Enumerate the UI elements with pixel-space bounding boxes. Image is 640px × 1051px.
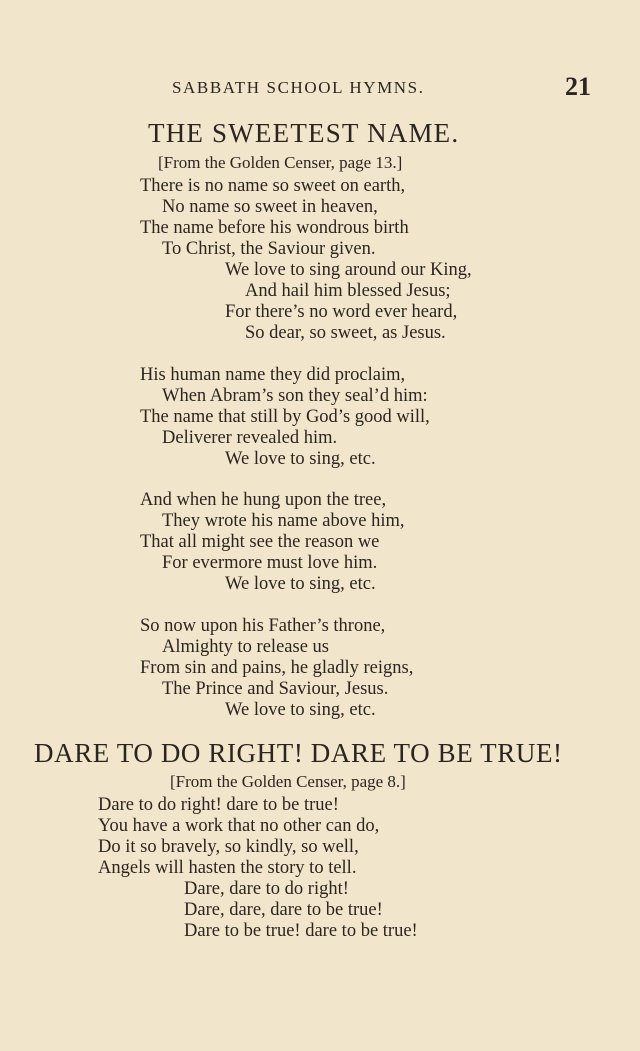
chorus-line: Dare, dare, dare to be true!: [184, 900, 383, 920]
chorus-line: So dear, so sweet, as Jesus.: [245, 323, 446, 343]
chorus-line: And hail him blessed Jesus;: [245, 281, 451, 301]
verse-line: There is no name so sweet on earth,: [140, 176, 406, 196]
chorus-line: Dare, dare to do right!: [184, 879, 349, 899]
verse-line: They wrote his name above him,: [162, 511, 405, 531]
chorus-ref: We love to sing, etc.: [225, 449, 376, 469]
chorus-ref: We love to sing, etc.: [225, 700, 376, 720]
verse-line: His human name they did proclaim,: [140, 365, 406, 385]
verse-line: The Prince and Saviour, Jesus.: [162, 679, 389, 699]
verse-line: When Abram’s son they seal’d him:: [162, 386, 428, 406]
verse-line: Dare to do right! dare to be true!: [98, 795, 339, 815]
page-number: 21: [565, 72, 591, 101]
verse-line: To Christ, the Saviour given.: [162, 239, 376, 259]
hymn-title-dare-to-do-right: DARE TO DO RIGHT! DARE TO BE TRUE!: [34, 738, 563, 768]
verse-line: No name so sweet in heaven,: [162, 197, 378, 217]
verse-line: From sin and pains, he gladly reigns,: [140, 658, 414, 678]
verse-line: The name that still by God’s good will,: [140, 407, 430, 427]
verse-line: The name before his wondrous birth: [140, 218, 409, 238]
chorus-line: For there’s no word ever heard,: [225, 302, 458, 322]
verse-line: So now upon his Father’s throne,: [140, 616, 386, 636]
verse-line: You have a work that no other can do,: [98, 816, 380, 836]
verse-line: And when he hung upon the tree,: [140, 490, 387, 510]
verse-line: For evermore must love him.: [162, 553, 378, 573]
verse-line: Almighty to release us: [162, 637, 329, 657]
verse-line: Deliverer revealed him.: [162, 428, 338, 448]
hymn-source: [From the Golden Censer, page 13.]: [158, 153, 403, 172]
chorus-line: We love to sing around our King,: [225, 260, 472, 280]
chorus-line: Dare to be true! dare to be true!: [184, 921, 418, 941]
chorus-ref: We love to sing, etc.: [225, 574, 376, 594]
hymn-source: [From the Golden Censer, page 8.]: [170, 772, 406, 791]
verse-line: Angels will hasten the story to tell.: [98, 858, 357, 878]
verse-line: Do it so bravely, so kindly, so well,: [98, 837, 359, 857]
hymn-title-sweetest-name: THE SWEETEST NAME.: [148, 118, 460, 148]
running-header: SABBATH SCHOOL HYMNS.: [172, 78, 425, 97]
verse-line: That all might see the reason we: [140, 532, 380, 552]
